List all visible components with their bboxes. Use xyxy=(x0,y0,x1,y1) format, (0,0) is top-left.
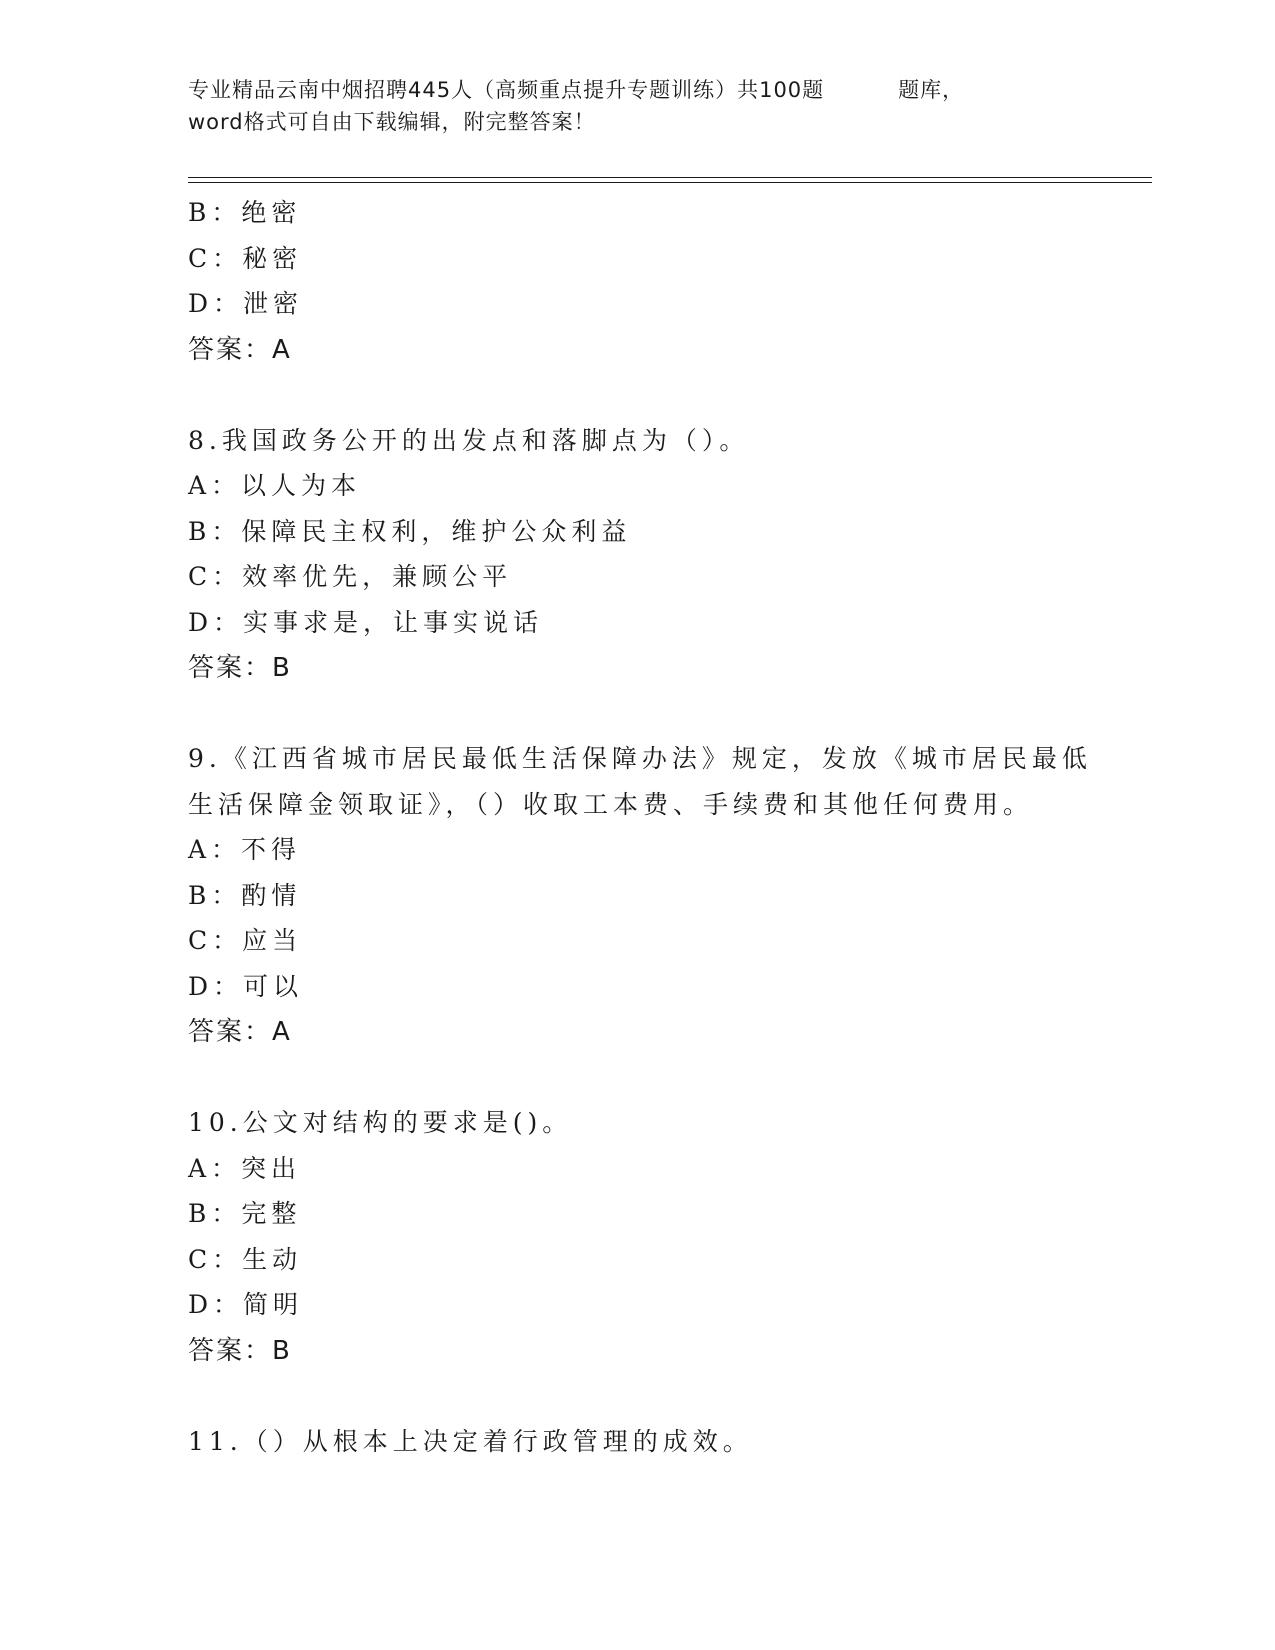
option-b: B：保障民主权利，维护公众利益 xyxy=(188,516,632,546)
header-subtitle: word格式可自由下载编辑，附完整答案！ xyxy=(188,110,596,134)
option-a: A：突出 xyxy=(188,1153,302,1183)
option-d: D：简明 xyxy=(188,1290,304,1319)
option-c: C：生动 xyxy=(188,1244,303,1274)
header-divider-bottom xyxy=(188,182,1152,183)
question-text-continued: 生活保障金领取证》，（）收取工本费、手续费和其他任何费用。 xyxy=(188,789,1034,819)
answer: 答案：B xyxy=(188,1335,292,1366)
option-d: D：泄密 xyxy=(188,289,304,318)
option-d: D：可以 xyxy=(188,971,304,1001)
question-text: 11.（）从根本上决定着行政管理的成效。 xyxy=(188,1426,753,1456)
header-title: 专业精品云南中烟招聘445人（高频重点提升专题训练）共100题 xyxy=(188,78,825,102)
question-8 xyxy=(188,418,1088,692)
document-body xyxy=(188,190,1092,1464)
option-b: B：完整 xyxy=(188,1199,302,1228)
spacer xyxy=(188,373,1088,418)
answer: 答案：B xyxy=(188,653,292,683)
header-line-1 xyxy=(188,74,1068,106)
option-c: C：效率优先，兼顾公平 xyxy=(188,562,513,591)
answer: 答案：A xyxy=(188,1017,292,1047)
spacer xyxy=(188,691,1088,736)
question-10 xyxy=(188,1100,1088,1374)
answer: 答案：A xyxy=(188,334,292,365)
question-text: 10.公文对结构的要求是()。 xyxy=(188,1108,573,1137)
question-carryover xyxy=(188,190,1088,373)
spacer xyxy=(188,1374,1088,1419)
document-header xyxy=(188,74,1068,138)
header-title-suffix: 题库， xyxy=(898,78,965,102)
question-text: 9.《江西省城市居民最低生活保障办法》规定，发放《城市居民最低 xyxy=(188,744,1092,773)
option-a: A：以人为本 xyxy=(188,471,362,500)
question-text: 8.我国政务公开的出发点和落脚点为（）。 xyxy=(188,425,750,455)
spacer xyxy=(188,1055,1088,1100)
option-b: B：酌情 xyxy=(188,880,302,910)
option-b: B：绝密 xyxy=(188,198,302,227)
option-a: A：不得 xyxy=(188,835,302,864)
question-11 xyxy=(188,1419,1088,1465)
option-d: D：实事求是，让事实说话 xyxy=(188,607,544,637)
header-divider-top xyxy=(188,177,1152,178)
question-9 xyxy=(188,736,1092,1055)
option-c: C：应当 xyxy=(188,926,303,955)
option-c: C：秘密 xyxy=(188,243,303,273)
